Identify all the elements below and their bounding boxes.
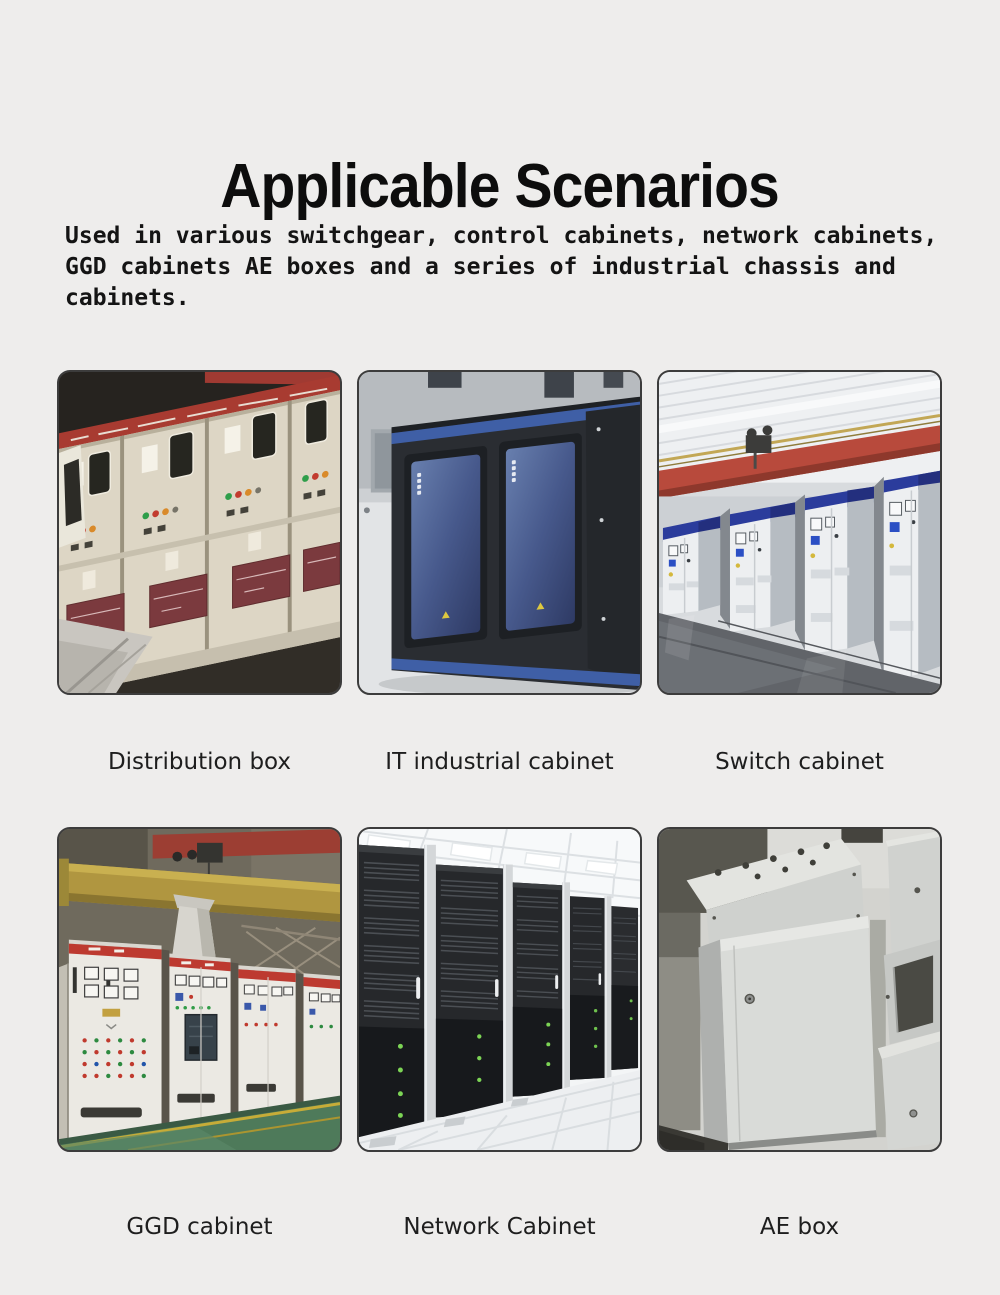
gallery-caption: Switch cabinet: [715, 749, 884, 775]
gallery-caption: AE box: [759, 1214, 840, 1240]
switch-cabinet-image: [659, 372, 940, 693]
gallery-caption: Network Cabinet: [403, 1214, 596, 1240]
intro-line: Used in various switchgear, control cabinets, network cabinets,: [65, 223, 938, 249]
intro-paragraph: [65, 221, 955, 314]
gallery-item-distribution-box: [57, 370, 342, 777]
switch-cabinet-photo: [657, 370, 942, 695]
it-industrial-cabinet-photo: [357, 370, 642, 695]
ggd-cabinet-photo: [57, 827, 342, 1152]
ae-box-photo: [657, 827, 942, 1152]
gallery-item-network-cabinet: [357, 827, 642, 1242]
it-industrial-cabinet-image: [359, 372, 640, 693]
network-cabinet-photo: [357, 827, 642, 1152]
gallery-caption: GGD cabinet: [126, 1214, 273, 1240]
network-cabinet-image: [359, 829, 640, 1150]
ggd-cabinet-image: [59, 829, 340, 1150]
gallery-caption: Distribution box: [107, 749, 292, 775]
page-title: Applicable Scenarios: [220, 151, 780, 221]
intro-line: GGD cabinets AE boxes and a series of industrial chassis and: [65, 254, 896, 280]
distribution-box-photo: [57, 370, 342, 695]
gallery-item-ggd-cabinet: [57, 827, 342, 1242]
gallery-item-it-industrial-cabinet: [357, 370, 642, 777]
gallery-item-switch-cabinet: [657, 370, 942, 777]
gallery-item-ae-box: [657, 827, 942, 1242]
intro-line: cabinets.: [65, 285, 190, 311]
ae-box-image: [659, 829, 940, 1150]
gallery-caption: IT industrial cabinet: [385, 749, 614, 775]
distribution-box-image: [59, 372, 340, 693]
